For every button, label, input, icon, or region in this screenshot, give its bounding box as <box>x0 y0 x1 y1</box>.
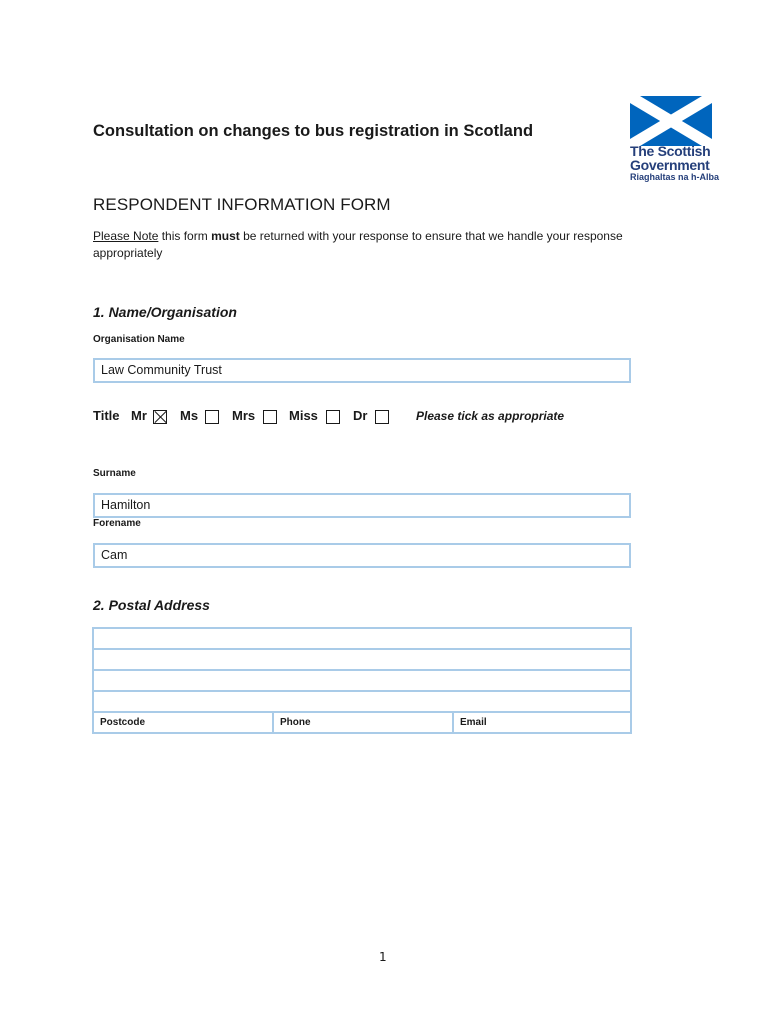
postcode-label: Postcode <box>100 717 146 728</box>
note-emphasis: must <box>211 229 240 243</box>
scottish-government-logo <box>618 88 728 184</box>
note-text-a: this form <box>158 229 212 243</box>
address-line-3[interactable] <box>93 670 631 691</box>
title-option-mr-label: Mr <box>131 408 147 423</box>
forename-field[interactable] <box>93 543 631 568</box>
form-title: RESPONDENT INFORMATION FORM <box>93 195 391 214</box>
phone-field[interactable] <box>273 712 453 733</box>
section1-heading: 1. Name/Organisation <box>93 304 237 320</box>
surname-label: Surname <box>93 468 136 479</box>
organisation-name-field[interactable] <box>93 358 631 383</box>
page-number: 1 <box>379 950 387 964</box>
address-line-2[interactable] <box>93 649 631 670</box>
postal-address-table <box>92 627 632 734</box>
section2-heading: 2. Postal Address <box>93 597 210 613</box>
title-option-miss-label: Miss <box>289 408 318 423</box>
logo-text-line2: Government <box>630 157 710 173</box>
document-title: Consultation on changes to bus registration in Scotland <box>93 122 534 140</box>
forename-label: Forename <box>93 518 141 529</box>
address-line-4[interactable] <box>93 691 631 712</box>
email-field[interactable] <box>453 712 631 733</box>
title-miss-checkbox[interactable] <box>326 410 340 424</box>
logo-text-line1: The Scottish <box>630 143 711 159</box>
organisation-name-label: Organisation Name <box>93 334 185 345</box>
surname-field[interactable] <box>93 493 631 518</box>
title-mrs-checkbox[interactable] <box>263 410 277 424</box>
logo-text-line3: Riaghaltas na h-Alba <box>630 172 720 182</box>
email-label: Email <box>460 717 487 728</box>
note-lead: Please Note <box>93 229 159 243</box>
organisation-name-value: Law Community Trust <box>101 363 222 377</box>
surname-value: Hamilton <box>101 498 151 512</box>
note-text-b: be returned with your response to ensure that we handle your response appropriately <box>93 229 623 260</box>
saltire-flag-icon <box>630 96 712 146</box>
note-paragraph <box>93 228 693 262</box>
title-option-ms-label: Ms <box>180 408 199 423</box>
title-mr-checkbox[interactable] <box>153 410 167 424</box>
title-label: Title <box>93 408 120 423</box>
postcode-field[interactable] <box>93 712 273 733</box>
address-line-1[interactable] <box>93 628 631 649</box>
title-option-dr-label: Dr <box>353 408 368 423</box>
forename-value: Cam <box>101 548 128 562</box>
tick-note: Please tick as appropriate <box>416 409 565 423</box>
title-dr-checkbox[interactable] <box>375 410 389 424</box>
title-option-mrs-label: Mrs <box>232 408 256 423</box>
title-ms-checkbox[interactable] <box>205 410 219 424</box>
phone-label: Phone <box>280 717 311 728</box>
